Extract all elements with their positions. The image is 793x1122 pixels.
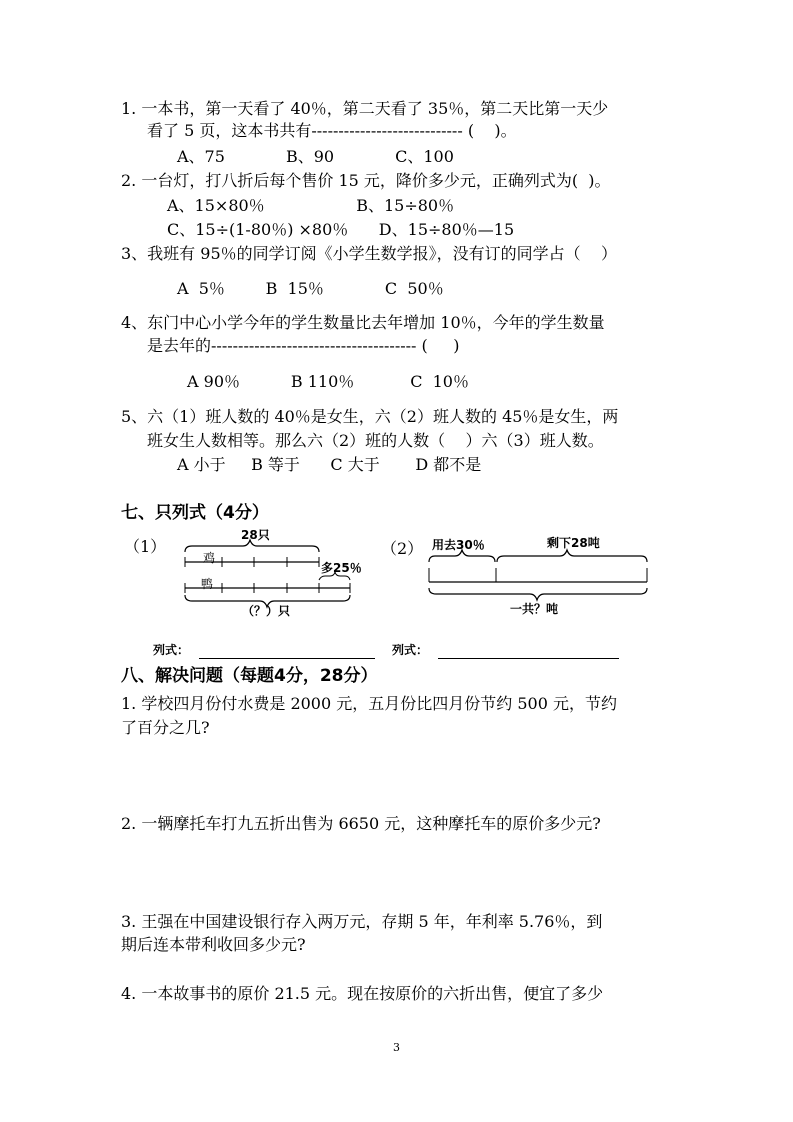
q2-line1: 2. 一台灯，打八折后每个售价 15 元，降价多少元，正确列式为( )。: [121, 171, 611, 190]
diagram1-chicken-label: 鸡: [203, 551, 216, 565]
s8-q1-line2: 了百分之几?: [121, 718, 210, 737]
diagram2-used-label: 用去30％: [432, 538, 485, 552]
q3-line1: 3、我班有 95％的同学订阅《小学生数学报》，没有订的同学占（ ）: [121, 244, 617, 263]
brace-total: [429, 588, 647, 600]
diagram1-top-total: 28只: [241, 528, 270, 542]
q1-options: A、75 B、90 C、100: [177, 147, 454, 166]
s8-q2-line1: 2. 一辆摩托车打九五折出售为 6650 元，这种摩托车的原价多少元?: [121, 814, 601, 833]
q4-options: A 90％ B 110％ C 10％: [187, 372, 469, 391]
answer-line-1[interactable]: [199, 658, 375, 659]
q5-line2: 班女生人数相等。那么六（2）班的人数（ ）六（3）班人数。: [147, 431, 604, 450]
q4-line1: 4、东门中心小学今年的学生数量比去年增加 10％，今年的学生数量: [121, 313, 605, 332]
q2-options-1: A、15×80％ B、15÷80％: [167, 196, 455, 215]
q1-line1: 1. 一本书，第一天看了 40％，第二天看了 35％，第二天比第一天少: [121, 99, 609, 118]
q1-line2: 看了 5 页，这本书共有---------------------------- ( )。: [147, 121, 517, 140]
s8-q3-line2: 期后连本带利收回多少元?: [121, 935, 306, 954]
section8-title: 八、解决问题（每题4分，28分）: [121, 666, 378, 686]
answer-line-2[interactable]: [438, 658, 619, 659]
q3-options: A 5％ B 15％ C 50％: [177, 279, 444, 298]
diagram1-duck-label: 鸭: [201, 577, 214, 591]
brace-left: [497, 550, 647, 562]
diagram1-label: （1）: [124, 537, 167, 556]
s8-q3-line1: 3. 王强在中国建设银行存入两万元，存期 5 年，年利率 5.76％，到: [121, 912, 603, 931]
diagram2-left-label: 剩下28吨: [547, 536, 600, 550]
diagram1-more-label: 多25％: [321, 561, 362, 575]
q5-line1: 5、六（1）班人数的 40％是女生，六（2）班人数的 45％是女生，两: [121, 407, 619, 426]
diagram2-total-label: 一共？吨: [510, 602, 559, 616]
q5-options: A 小于 B 等于 C 大于 D 都不是: [177, 455, 482, 474]
s8-q1-line1: 1. 学校四月份付水费是 2000 元，五月份比四月份节约 500 元，节约: [121, 694, 617, 713]
diagram2-label: （2）: [381, 539, 424, 558]
q4-line2: 是去年的-------------------------------------- ( ): [147, 336, 460, 355]
answer-label-1: 列式：: [153, 643, 190, 657]
diagram1-bottom-total: （？）只: [242, 604, 291, 618]
s8-q4-line1: 4. 一本故事书的原价 21.5 元。现在按原价的六折出售，便宜了多少: [121, 984, 604, 1003]
section7-title: 七、只列式（4分）: [121, 503, 269, 523]
page-number: 3: [393, 1041, 400, 1054]
answer-label-2: 列式：: [392, 643, 429, 657]
q2-options-2: C、15÷(1-80％) ×80％ D、15÷80％—15: [167, 220, 515, 239]
